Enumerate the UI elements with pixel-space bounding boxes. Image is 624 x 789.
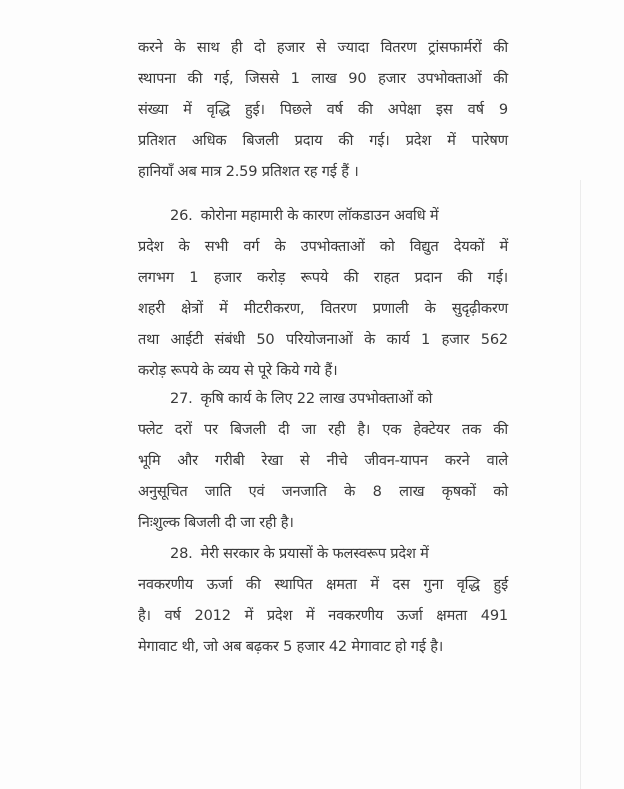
text-line: तथा आईटी संबंधी 50 परियोजनाओं के कार्य 1 हजार 562 bbox=[138, 331, 508, 348]
paragraph-number: 26. bbox=[170, 207, 193, 224]
text-line: फ्लेट दरों पर बिजली दी जा रही है। एक हेक्टेयर तक की bbox=[138, 421, 508, 438]
text-line: प्रदेश के सभी वर्ग के उपभोक्ताओं को विद्युत देयकों में bbox=[138, 238, 508, 255]
paragraph-continuation bbox=[138, 32, 508, 187]
text-line-content: मेरी सरकार के प्रयासों के फलस्वरूप प्रदेश में bbox=[200, 545, 429, 562]
text-line: निःशुल्क बिजली दी जा रही है। bbox=[138, 514, 294, 531]
text-line: नवकरणीय ऊर्जा की स्थापित क्षमता में दस गुना वृद्धि हुई bbox=[138, 576, 508, 593]
text-line: करोड़ रूपये के व्यय से पूरे किये गये हैं। bbox=[138, 362, 338, 379]
text-line: अनुसूचित जाति एवं जनजाति के 8 लाख कृषकों को bbox=[138, 483, 508, 500]
text-line-content: कोरोना महामारी के कारण लॉकडाउन अवधि में bbox=[200, 207, 439, 224]
text-line: संख्या में वृद्धि हुई। पिछले वर्ष की अपेक्षा इस वर्ष 9 bbox=[138, 101, 508, 118]
paragraph-26 bbox=[138, 200, 508, 386]
paragraph-number: 28. bbox=[170, 545, 193, 562]
text-line: है। वर्ष 2012 में प्रदेश में नवकरणीय ऊर्जा क्षमता 491 bbox=[138, 607, 508, 624]
paragraph-number: 27. bbox=[170, 390, 193, 407]
scan-edge-line bbox=[580, 180, 581, 789]
text-line: मेगावाट थी, जो अब बढ़कर 5 हजार 42 मेगावाट हो गई है। bbox=[138, 638, 444, 655]
text-line: प्रतिशत अधिक बिजली प्रदाय की गई। प्रदेश में पारेषण bbox=[138, 132, 508, 149]
text-line-content: कृषि कार्य के लिए 22 लाख उपभोक्ताओं को bbox=[200, 390, 433, 407]
text-line: स्थापना की गई, जिससे 1 लाख 90 हजार उपभोक्ताओं की bbox=[138, 70, 508, 87]
paragraph-28 bbox=[138, 538, 508, 662]
text-line: करने के साथ ही दो हजार से ज्यादा वितरण ट्रांसफार्मरों की bbox=[138, 39, 508, 56]
text-line bbox=[138, 200, 508, 231]
paragraph-27 bbox=[138, 383, 508, 538]
text-line: भूमि और गरीबी रेखा से नीचे जीवन-यापन करने वाले bbox=[138, 452, 508, 469]
text-line: लगभग 1 हजार करोड़ रूपये की राहत प्रदान की गई। bbox=[138, 269, 508, 286]
text-line bbox=[138, 538, 508, 569]
text-line bbox=[138, 383, 508, 414]
text-line: शहरी क्षेत्रों में मीटरीकरण, वितरण प्रणाली के सुदृढ़ीकरण bbox=[138, 300, 508, 317]
text-line: हानियाँ अब मात्र 2.59 प्रतिशत रह गई हैं । bbox=[138, 163, 359, 180]
